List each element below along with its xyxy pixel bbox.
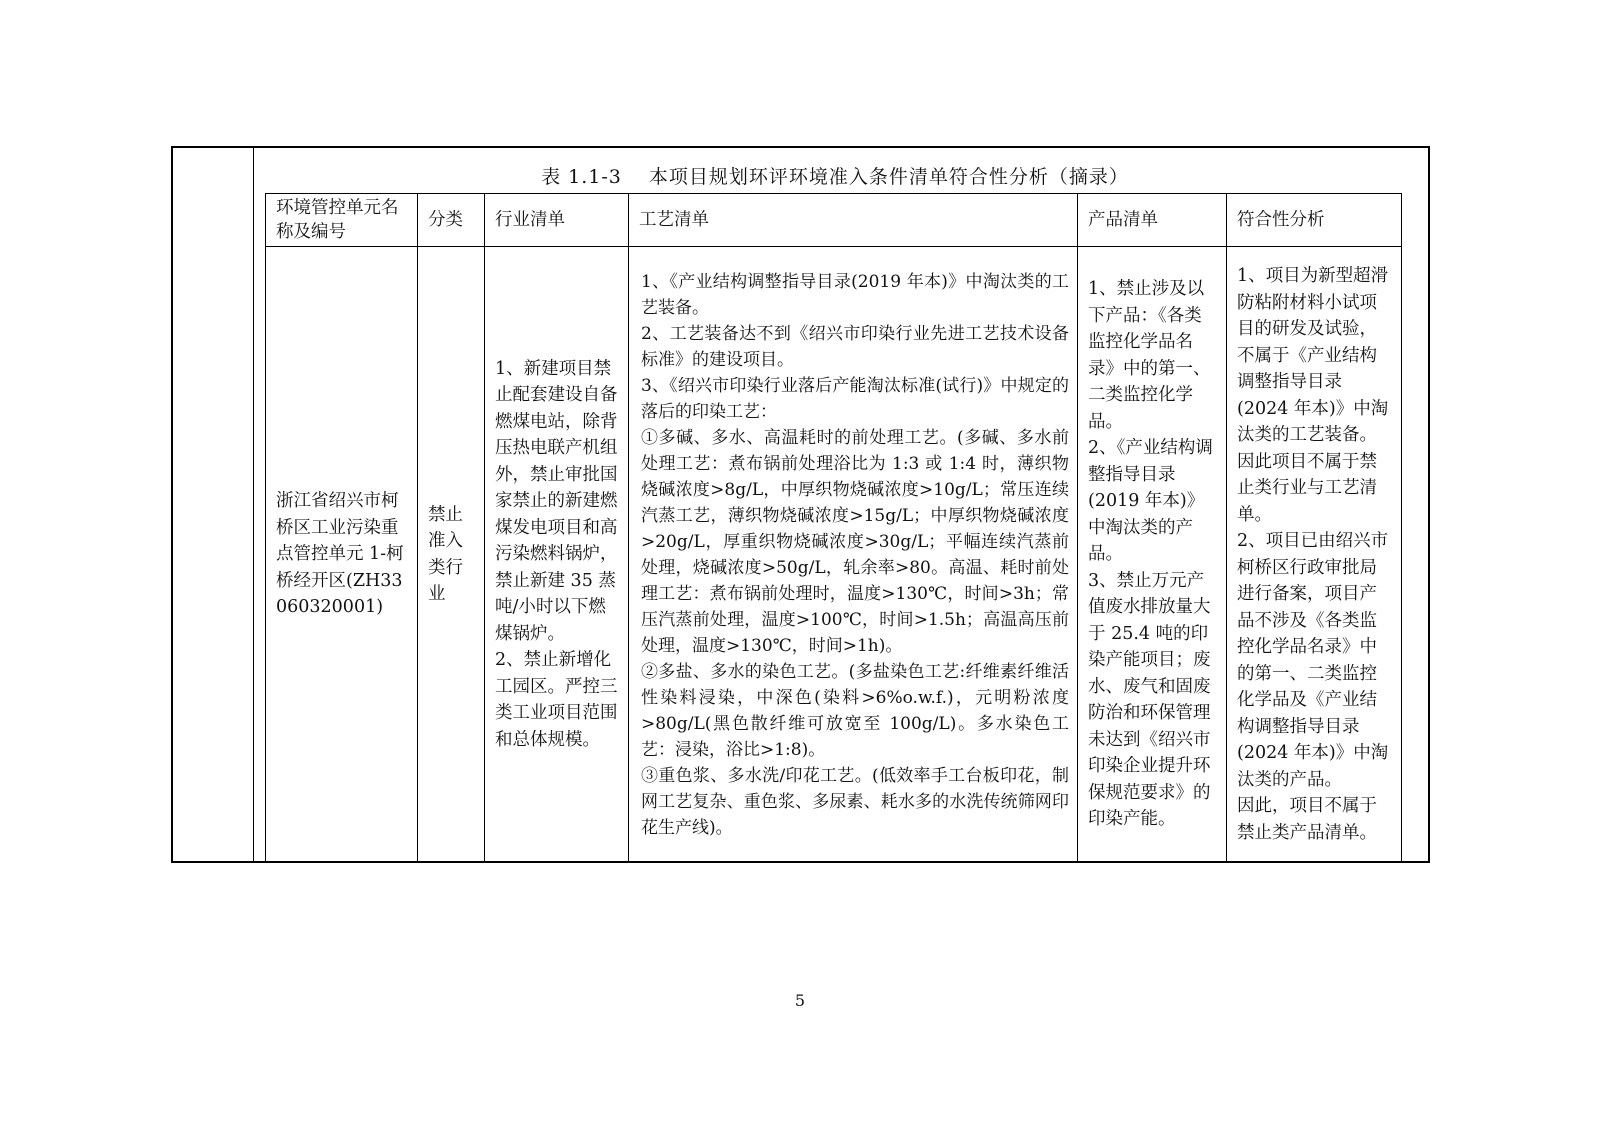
header-analysis: 符合性分析 [1227,194,1402,247]
table-header-row [266,194,1402,247]
cell-product: 1、禁止涉及以下产品：《各类监控化学品名录》中的第一、二类监控化学品。 2、《产业结构调整指导目录(2019 年本)》中淘汰类的产品。 3、禁止万元产值废水排放量大于 25.4 吨的印染产能项目；废水、废气和固废防治和环保管理未达到《绍兴市印染企业提升环保规范要求》的印染产能。 [1078,247,1227,863]
table-row [266,247,1402,863]
table-title: 表 1.1-3 本项目规划环评环境准入条件清单符合性分析（摘录） [541,166,1129,188]
header-category: 分类 [418,194,485,247]
cell-industry: 1、新建项目禁止配套建设自备燃煤电站，除背压热电联产机组外，禁止审批国家禁止的新建燃煤发电项目和高污染燃料锅炉，禁止新建 35 蒸吨/小时以下燃煤锅炉。 2、禁止新增化工园区。严控三类工业项目范围和总体规模。 [485,247,629,863]
cell-unit: 浙江省绍兴市柯桥区工业污染重点管控单元 1-柯桥经开区(ZH33060320001) [266,247,418,863]
header-industry: 行业清单 [485,194,629,247]
header-product: 产品清单 [1078,194,1227,247]
page-number: 5 [794,991,806,1010]
cell-category: 禁止准入类行业 [418,247,485,863]
header-unit: 环境管控单元名称及编号 [266,194,418,247]
frame-divider [253,146,254,863]
cell-process: 1、《产业结构调整指导目录(2019 年本)》中淘汰类的工艺装备。 2、工艺装备达不到《绍兴市印染行业先进工艺技术设备标准》的建设项目。 3、《绍兴市印染行业落后产能淘汰标准(试行)》中规定的落后的印染工艺： ①多碱、多水、高温耗时的前处理工艺。(多碱、多水前处理工艺：煮布锅前处理浴比为 1:3 或 1:4 时，薄织物烧碱浓度>8g/L，中厚织物烧碱浓度>10g/L；常压连续汽蒸工艺，薄织物烧碱浓度>15g/L；中厚织物烧碱浓度>20g/L，厚重织物烧碱浓度>30g/L；平幅连续汽蒸前处理，烧碱浓度>50g/L，轧余率>80。高温、耗时前处理工艺：煮布锅前处理时，温度>130℃，时间>3h；常压汽蒸前处理，温度>100℃，时间>1.5h；高温高压前处理，温度>130℃，时间>1h)。 ②多盐、多水的染色工艺。(多盐染色工艺:纤维素纤维活性染料浸染，中深色(染料>6%o.w.f.)，元明粉浓度>80g/L(黑色散纤维可放宽至 100g/L)。多水染色工艺：浸染，浴比>1:8)。 ③重色浆、多水洗/印花工艺。(低效率手工台板印花，制网工艺复杂、重色浆、多尿素、耗水多的水洗传统筛网印花生产线)。 [629,247,1078,863]
cell-analysis: 1、项目为新型超滑防粘附材料小试项目的研发及试验，不属于《产业结构调整指导目录(2024 年本)》中淘汰类的工艺装备。因此项目不属于禁止类行业与工艺清单。 2、项目已由绍兴市柯桥区行政审批局进行备案，项目产品不涉及《各类监控化学品名录》中的第一、二类监控化学品及《产业结构调整指导目录(2024 年本)》中淘汰类的产品。 因此，项目不属于禁止类产品清单。 [1227,247,1402,863]
header-process: 工艺清单 [629,194,1078,247]
compliance-table [265,193,1402,863]
